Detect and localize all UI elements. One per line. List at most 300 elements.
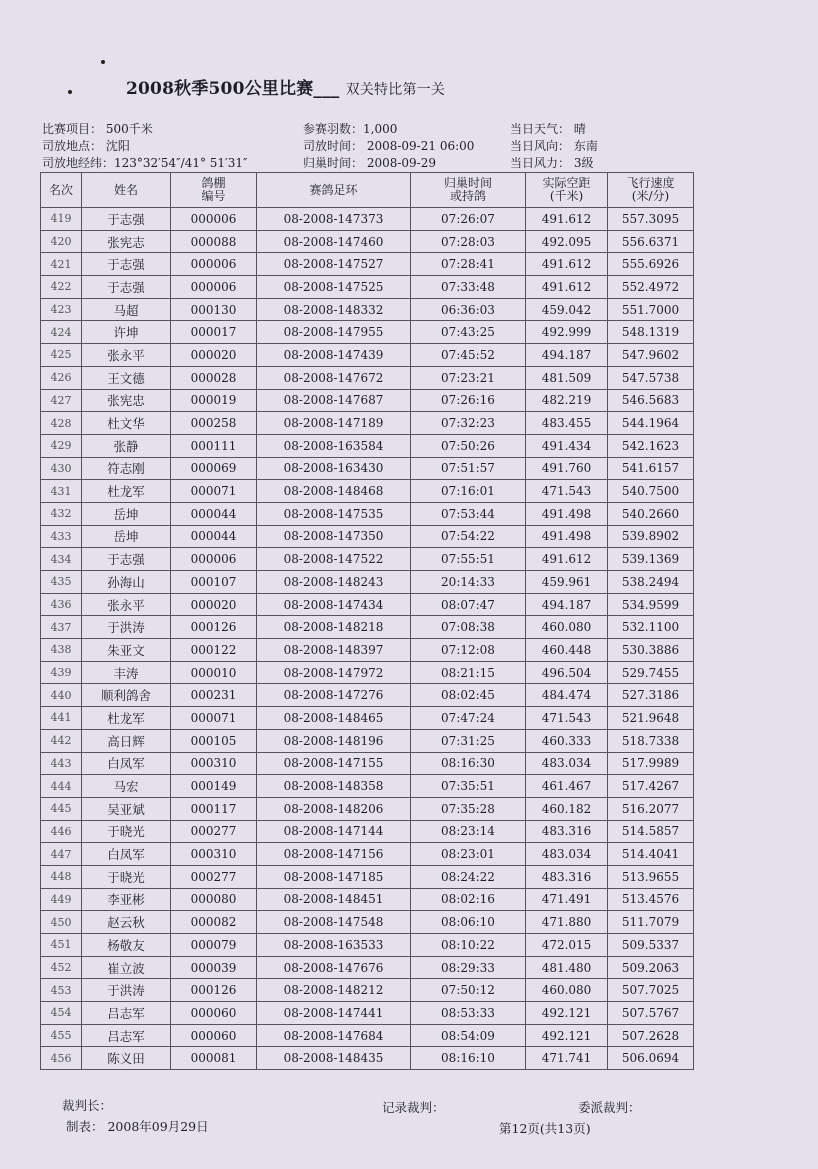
table-row [41,616,694,639]
time-cell: 08:29:33 [411,956,526,979]
loft-cell: 000310 [171,752,257,775]
speed-cell: 540.7500 [608,480,694,503]
loft-cell: 000020 [171,344,257,367]
name-cell: 于晓光 [82,820,171,843]
name-cell: 孙海山 [82,571,171,594]
release-site: 司放地点： 沈阳 [42,139,130,153]
time-cell: 07:35:51 [411,775,526,798]
distance-cell: 484.474 [526,684,608,707]
rank-cell: 436 [41,593,82,616]
title-separator: ___ [313,79,340,99]
rank-cell: 425 [41,344,82,367]
loft-cell: 000060 [171,1024,257,1047]
table-row [41,865,694,888]
loft-cell: 000044 [171,502,257,525]
loft-cell: 000107 [171,571,257,594]
name-cell: 吴亚斌 [82,797,171,820]
loft-cell: 000277 [171,865,257,888]
rank-cell: 455 [41,1024,82,1047]
rank-cell: 433 [41,525,82,548]
ring-cell: 08-2008-147684 [257,1024,411,1047]
rank-cell: 422 [41,276,82,299]
time-cell: 08:02:16 [411,888,526,911]
name-cell: 马宏 [82,775,171,798]
weather: 当日天气： 晴 [510,122,586,136]
loft-cell: 000310 [171,843,257,866]
table-row [41,934,694,957]
rank-cell: 424 [41,321,82,344]
name-cell: 朱亚文 [82,639,171,662]
time-cell: 08:02:45 [411,684,526,707]
speed-cell: 530.3886 [608,639,694,662]
name-cell: 赵云秋 [82,911,171,934]
time-cell: 07:53:44 [411,502,526,525]
release-time: 司放时间： 2008-09-21 06:00 [303,139,475,153]
table-row [41,820,694,843]
ring-cell: 08-2008-148196 [257,729,411,752]
bullet-dot [68,90,72,94]
name-cell: 张静 [82,434,171,457]
ring-cell: 08-2008-148332 [257,298,411,321]
ring-cell: 08-2008-148206 [257,797,411,820]
col-time [411,173,526,208]
ring-cell: 08-2008-147373 [257,208,411,231]
loft-cell: 000149 [171,775,257,798]
time-cell: 07:54:22 [411,525,526,548]
rank-cell: 451 [41,934,82,957]
ring-cell: 08-2008-147535 [257,502,411,525]
distance-cell: 494.187 [526,344,608,367]
speed-cell: 517.4267 [608,775,694,798]
loft-cell: 000006 [171,548,257,571]
speed-cell: 534.9599 [608,593,694,616]
time-cell: 07:31:25 [411,729,526,752]
speed-cell: 518.7338 [608,729,694,752]
time-cell: 07:50:12 [411,979,526,1002]
distance-cell: 491.498 [526,502,608,525]
ring-cell: 08-2008-147525 [257,276,411,299]
distance-cell: 491.498 [526,525,608,548]
rank-cell: 449 [41,888,82,911]
time-cell: 07:33:48 [411,276,526,299]
time-cell: 07:26:16 [411,389,526,412]
loft-cell: 000017 [171,321,257,344]
col-loft-line1: 鸽棚 [201,176,226,190]
table-row [41,979,694,1002]
time-cell: 08:24:22 [411,865,526,888]
rank-cell: 421 [41,253,82,276]
speed-cell: 516.2077 [608,797,694,820]
time-cell: 07:43:25 [411,321,526,344]
race-subtitle: 双关特比第一关 [345,82,446,98]
table-row [41,707,694,730]
distance-cell: 472.015 [526,934,608,957]
ring-cell: 08-2008-147672 [257,366,411,389]
distance-cell: 491.612 [526,253,608,276]
loft-cell: 000130 [171,298,257,321]
time-cell: 07:28:03 [411,230,526,253]
distance-cell: 491.612 [526,548,608,571]
page-number: 第12页(共13页) [499,1121,591,1136]
table-row [41,548,694,571]
results-body [41,208,694,1070]
speed-cell: 540.2660 [608,502,694,525]
distance-cell: 483.455 [526,412,608,435]
table-row [41,639,694,662]
distance-cell: 491.434 [526,434,608,457]
rank-cell: 437 [41,616,82,639]
loft-cell: 000006 [171,276,257,299]
distance-cell: 459.961 [526,571,608,594]
ring-cell: 08-2008-147527 [257,253,411,276]
loft-cell: 000020 [171,593,257,616]
speed-cell: 547.9602 [608,344,694,367]
ring-cell: 08-2008-148397 [257,639,411,662]
ring-cell: 08-2008-163584 [257,434,411,457]
speed-cell: 539.8902 [608,525,694,548]
distance-cell: 481.509 [526,366,608,389]
rank-cell: 445 [41,797,82,820]
ring-cell: 08-2008-147276 [257,684,411,707]
time-cell: 07:32:23 [411,412,526,435]
name-cell: 吕志军 [82,1002,171,1025]
rank-cell: 439 [41,661,82,684]
col-speed [608,173,694,208]
col-time-line1: 归巢时间 [443,176,492,190]
col-speed-line2: (米/分) [631,189,670,203]
table-row [41,797,694,820]
release-coords: 司放地经纬：123°32′54″/41° 51′31″ [42,156,248,170]
name-cell: 马超 [82,298,171,321]
time-cell: 07:50:26 [411,434,526,457]
rank-cell: 435 [41,571,82,594]
ring-cell: 08-2008-148243 [257,571,411,594]
speed-cell: 506.0694 [608,1047,694,1070]
distance-cell: 460.080 [526,616,608,639]
table-row [41,661,694,684]
speed-cell: 556.6371 [608,230,694,253]
rank-cell: 430 [41,457,82,480]
speed-cell: 538.2494 [608,571,694,594]
name-cell: 张永平 [82,344,171,367]
table-row [41,389,694,412]
loft-cell: 000006 [171,208,257,231]
table-row [41,1024,694,1047]
loft-cell: 000122 [171,639,257,662]
rank-cell: 456 [41,1047,82,1070]
speed-cell: 514.5857 [608,820,694,843]
time-cell: 08:23:01 [411,843,526,866]
wind-force: 当日风力： 3级 [510,156,594,170]
loft-cell: 000126 [171,979,257,1002]
page-title [126,74,445,99]
loft-cell: 000231 [171,684,257,707]
name-cell: 许坤 [82,321,171,344]
race-title: 2008秋季500公里比赛 [126,79,314,99]
table-row [41,366,694,389]
ring-cell: 08-2008-147439 [257,344,411,367]
col-loft-line2: 编号 [201,189,226,203]
time-cell: 07:26:07 [411,208,526,231]
speed-cell: 509.2063 [608,956,694,979]
time-cell: 07:55:51 [411,548,526,571]
col-distance [526,173,608,208]
distance-cell: 491.760 [526,457,608,480]
name-cell: 杜龙军 [82,480,171,503]
time-cell: 07:08:38 [411,616,526,639]
rank-cell: 444 [41,775,82,798]
speed-cell: 529.7455 [608,661,694,684]
participants: 参赛羽数：1,000 [303,122,398,136]
name-cell: 岳坤 [82,502,171,525]
col-rank: 名次 [41,173,82,208]
speed-cell: 552.4972 [608,276,694,299]
time-cell: 07:12:08 [411,639,526,662]
rank-cell: 432 [41,502,82,525]
name-cell: 杜文华 [82,412,171,435]
ring-cell: 08-2008-147434 [257,593,411,616]
ring-cell: 08-2008-147189 [257,412,411,435]
scan-speck [101,60,105,64]
ring-cell: 08-2008-147687 [257,389,411,412]
speed-cell: 555.6926 [608,253,694,276]
return-time: 归巢时间： 2008-09-29 [303,156,437,170]
loft-cell: 000277 [171,820,257,843]
loft-cell: 000071 [171,707,257,730]
rank-cell: 450 [41,911,82,934]
speed-cell: 551.7000 [608,298,694,321]
name-cell: 张宪忠 [82,389,171,412]
ring-cell: 08-2008-147441 [257,1002,411,1025]
name-cell: 李亚彬 [82,888,171,911]
loft-cell: 000111 [171,434,257,457]
speed-cell: 539.1369 [608,548,694,571]
table-row [41,843,694,866]
table-row [41,684,694,707]
ring-cell: 08-2008-148358 [257,775,411,798]
speed-cell: 507.2628 [608,1024,694,1047]
ring-cell: 08-2008-147155 [257,752,411,775]
loft-cell: 000126 [171,616,257,639]
distance-cell: 460.333 [526,729,608,752]
name-cell: 于洪涛 [82,979,171,1002]
table-row [41,956,694,979]
table-row [41,412,694,435]
name-cell: 白凤军 [82,752,171,775]
time-cell: 07:47:24 [411,707,526,730]
speed-cell: 513.9655 [608,865,694,888]
distance-cell: 460.448 [526,639,608,662]
distance-cell: 481.480 [526,956,608,979]
loft-cell: 000060 [171,1002,257,1025]
header-row [41,173,694,208]
speed-cell: 513.4576 [608,888,694,911]
rank-cell: 442 [41,729,82,752]
name-cell: 白凤军 [82,843,171,866]
ring-cell: 08-2008-147460 [257,230,411,253]
speed-cell: 547.5738 [608,366,694,389]
distance-cell: 471.491 [526,888,608,911]
table-row [41,230,694,253]
loft-cell: 000039 [171,956,257,979]
ring-cell: 08-2008-148218 [257,616,411,639]
speed-cell: 557.3095 [608,208,694,231]
table-row [41,480,694,503]
table-row [41,1047,694,1070]
race-item: 比赛项目： 500千米 [42,122,153,136]
col-speed-line1: 飞行速度 [626,176,675,190]
loft-cell: 000105 [171,729,257,752]
distance-cell: 492.121 [526,1002,608,1025]
col-time-line2: 或持鸽 [449,189,486,203]
rank-cell: 438 [41,639,82,662]
distance-cell: 491.612 [526,276,608,299]
distance-cell: 492.121 [526,1024,608,1047]
distance-cell: 471.543 [526,707,608,730]
rank-cell: 441 [41,707,82,730]
table-row [41,752,694,775]
rank-cell: 431 [41,480,82,503]
distance-cell: 492.095 [526,230,608,253]
time-cell: 08:10:22 [411,934,526,957]
record-judge-label: 记录裁判： [382,1100,445,1115]
speed-cell: 527.3186 [608,684,694,707]
rank-cell: 446 [41,820,82,843]
loft-cell: 000006 [171,253,257,276]
col-distance-line2: (千米) [549,189,584,203]
ring-cell: 08-2008-148435 [257,1047,411,1070]
speed-cell: 514.4041 [608,843,694,866]
time-cell: 08:54:09 [411,1024,526,1047]
distance-cell: 471.741 [526,1047,608,1070]
speed-cell: 546.5683 [608,389,694,412]
distance-cell: 483.316 [526,820,608,843]
rank-cell: 429 [41,434,82,457]
ring-cell: 08-2008-147676 [257,956,411,979]
distance-cell: 491.612 [526,208,608,231]
table-row [41,457,694,480]
ring-cell: 08-2008-163533 [257,934,411,957]
loft-cell: 000080 [171,888,257,911]
name-cell: 丰涛 [82,661,171,684]
loft-cell: 000082 [171,911,257,934]
distance-cell: 483.034 [526,752,608,775]
name-cell: 岳坤 [82,525,171,548]
chief-judge-label: 裁判长： [62,1098,113,1113]
name-cell: 杜龙军 [82,707,171,730]
name-cell: 高日辉 [82,729,171,752]
rank-cell: 420 [41,230,82,253]
race-info-middle [303,121,474,172]
name-cell: 顺利鸽舍 [82,684,171,707]
appointed-judge-label: 委派裁判： [578,1100,641,1115]
time-cell: 08:16:10 [411,1047,526,1070]
table-row [41,208,694,231]
name-cell: 崔立波 [82,956,171,979]
time-cell: 08:16:30 [411,752,526,775]
time-cell: 08:23:14 [411,820,526,843]
speed-cell: 542.1623 [608,434,694,457]
time-cell: 07:23:21 [411,366,526,389]
time-cell: 07:51:57 [411,457,526,480]
table-row [41,1002,694,1025]
ring-cell: 08-2008-148451 [257,888,411,911]
rank-cell: 434 [41,548,82,571]
ring-cell: 08-2008-147156 [257,843,411,866]
loft-cell: 000019 [171,389,257,412]
name-cell: 吕志军 [82,1024,171,1047]
time-cell: 20:14:33 [411,571,526,594]
rank-cell: 454 [41,1002,82,1025]
loft-cell: 000071 [171,480,257,503]
name-cell: 王文德 [82,366,171,389]
distance-cell: 492.999 [526,321,608,344]
name-cell: 陈义田 [82,1047,171,1070]
name-cell: 符志刚 [82,457,171,480]
ring-cell: 08-2008-147955 [257,321,411,344]
rank-cell: 440 [41,684,82,707]
time-cell: 08:21:15 [411,661,526,684]
distance-cell: 483.034 [526,843,608,866]
time-cell: 07:35:28 [411,797,526,820]
table-row [41,502,694,525]
table-row [41,434,694,457]
name-cell: 杨敬友 [82,934,171,957]
table-row [41,253,694,276]
race-info-right [510,121,598,172]
name-cell: 张永平 [82,593,171,616]
time-cell: 06:36:03 [411,298,526,321]
table-row [41,321,694,344]
distance-cell: 460.182 [526,797,608,820]
speed-cell: 511.7079 [608,911,694,934]
ring-cell: 08-2008-148465 [257,707,411,730]
table-row [41,571,694,594]
loft-cell: 000010 [171,661,257,684]
table-row [41,298,694,321]
time-cell: 07:45:52 [411,344,526,367]
speed-cell: 544.1964 [608,412,694,435]
distance-cell: 496.504 [526,661,608,684]
rank-cell: 428 [41,412,82,435]
speed-cell: 541.6157 [608,457,694,480]
rank-cell: 448 [41,865,82,888]
col-name: 姓名 [82,173,171,208]
speed-cell: 517.9989 [608,752,694,775]
ring-cell: 08-2008-147350 [257,525,411,548]
ring-cell: 08-2008-148468 [257,480,411,503]
speed-cell: 509.5337 [608,934,694,957]
name-cell: 于志强 [82,253,171,276]
distance-cell: 494.187 [526,593,608,616]
results-table [40,172,694,1070]
speed-cell: 521.9648 [608,707,694,730]
speed-cell: 507.5767 [608,1002,694,1025]
rank-cell: 426 [41,366,82,389]
table-row [41,888,694,911]
rank-cell: 452 [41,956,82,979]
loft-cell: 000081 [171,1047,257,1070]
prepared-date: 制表： 2008年09月29日 [66,1119,209,1134]
distance-cell: 460.080 [526,979,608,1002]
distance-cell: 483.316 [526,865,608,888]
distance-cell: 471.543 [526,480,608,503]
rank-cell: 423 [41,298,82,321]
col-ring: 赛鸽足环 [257,173,411,208]
name-cell: 张宪志 [82,230,171,253]
name-cell: 于志强 [82,208,171,231]
distance-cell: 461.467 [526,775,608,798]
